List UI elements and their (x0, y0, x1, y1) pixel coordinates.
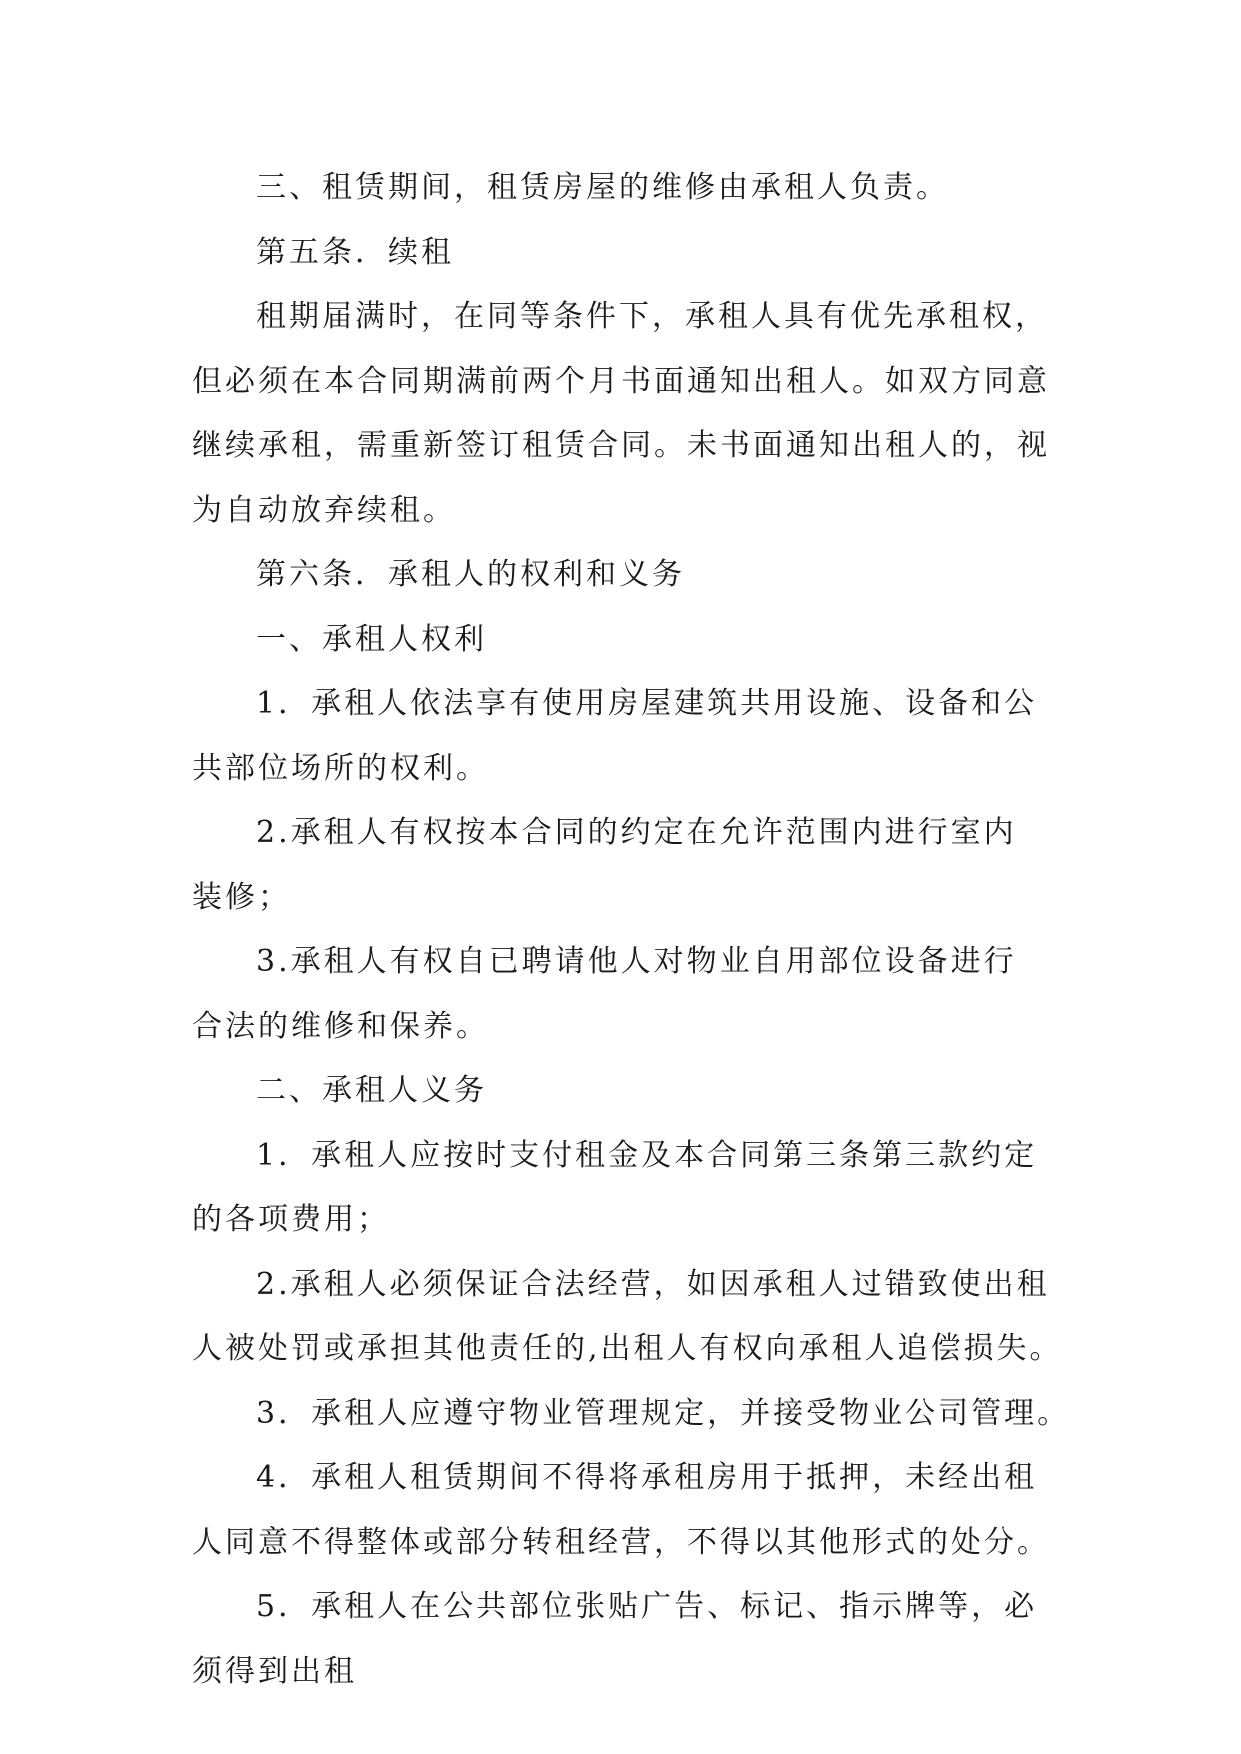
paragraph-right-2: 2.承租人有权按本合同的约定在允许范围内进行室内 装修； (192, 815, 1017, 915)
paragraph-obligation-3: 3．承租人应遵守物业管理规定，并接受物业公司管理。 (256, 1395, 1071, 1431)
subheading-tenant-rights: 一、承租人权利 (256, 621, 487, 657)
paragraph-right-3: 3.承租人有权自已聘请他人对物业自用部位设备进行 合法的维修和保养。 (192, 944, 1017, 1044)
subheading-tenant-obligations: 二、承租人义务 (256, 1073, 487, 1108)
paragraph-renewal-terms: 租期届满时，在同等条件下，承租人具有优先承租权， 但必须在本合同期满前两个月书面通知出租人。如双方同意 继续承租，需重新签订租赁合同。未书面通知出租人的，视 为自动放弃续租。 (192, 299, 1050, 528)
paragraph-obligation-5: 5．承租人在公共部位张贴广告、标记、指示牌等，必 须得到出租 (192, 1589, 1038, 1689)
paragraph-obligation-4: 4．承租人租赁期间不得将承租房用于抵押，未经出租 人同意不得整体或部分转租经营，不得以其他形式的处分。 (192, 1460, 1050, 1560)
paragraph-obligation-1: 1．承租人应按时支付租金及本合同第三条第三款约定 的各项费用； (192, 1137, 1038, 1237)
paragraph-maintenance-clause: 三、租赁期间，租赁房屋的维修由承租人负责。 (256, 170, 949, 205)
paragraph-right-1: 1．承租人依法享有使用房屋建筑共用设施、设备和公 共部位场所的权利。 (192, 686, 1038, 786)
document-body (192, 156, 1072, 1704)
heading-article-5-renewal: 第五条．续租 (256, 234, 454, 270)
heading-article-6-tenant-rights-obligations: 第六条．承租人的权利和义务 (256, 557, 685, 592)
paragraph-obligation-2: 2.承租人必须保证合法经营，如因承租人过错致使出租 人被处罚或承担其他责任的,出租人有权向承租人追偿损失。 (192, 1266, 1063, 1366)
